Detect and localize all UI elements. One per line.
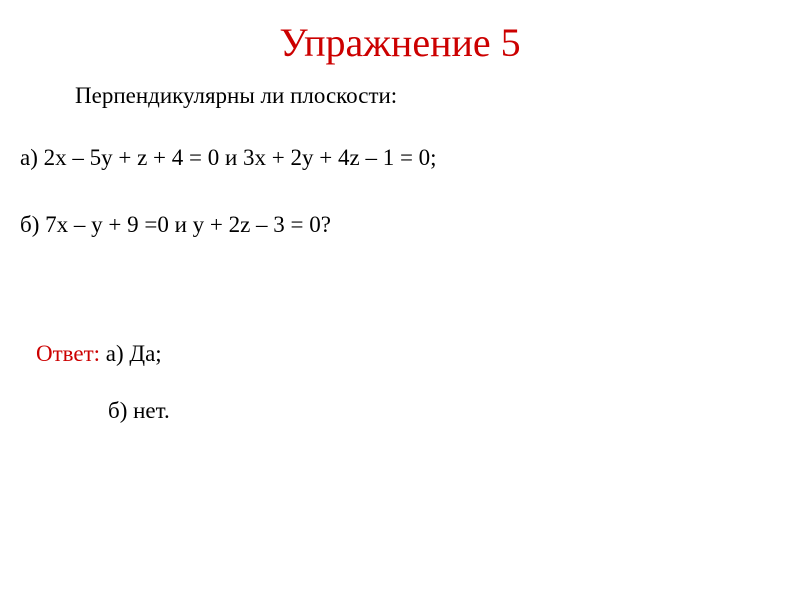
answer-line-a (36, 339, 162, 369)
equation-text-a: 2x – 5y + z + 4 = 0 и 3x + 2y + 4z – 1 = 0; (43, 145, 437, 170)
slide-title: Упражнение 5 (279, 20, 521, 65)
equation-text-b: 7x – y + 9 =0 и y + 2z – 3 = 0? (45, 212, 331, 237)
question-text: Перпендикулярны ли плоскости: (75, 83, 398, 108)
equation-item-a (20, 143, 437, 173)
item-label-b: б) (20, 212, 46, 237)
item-label-a: а) (20, 145, 44, 170)
equation-item-b (20, 210, 331, 240)
answer-label: Ответ: (36, 341, 101, 366)
answer-line-b: б) нет. (108, 398, 170, 423)
answer-text-a: а) Да; (100, 341, 162, 366)
